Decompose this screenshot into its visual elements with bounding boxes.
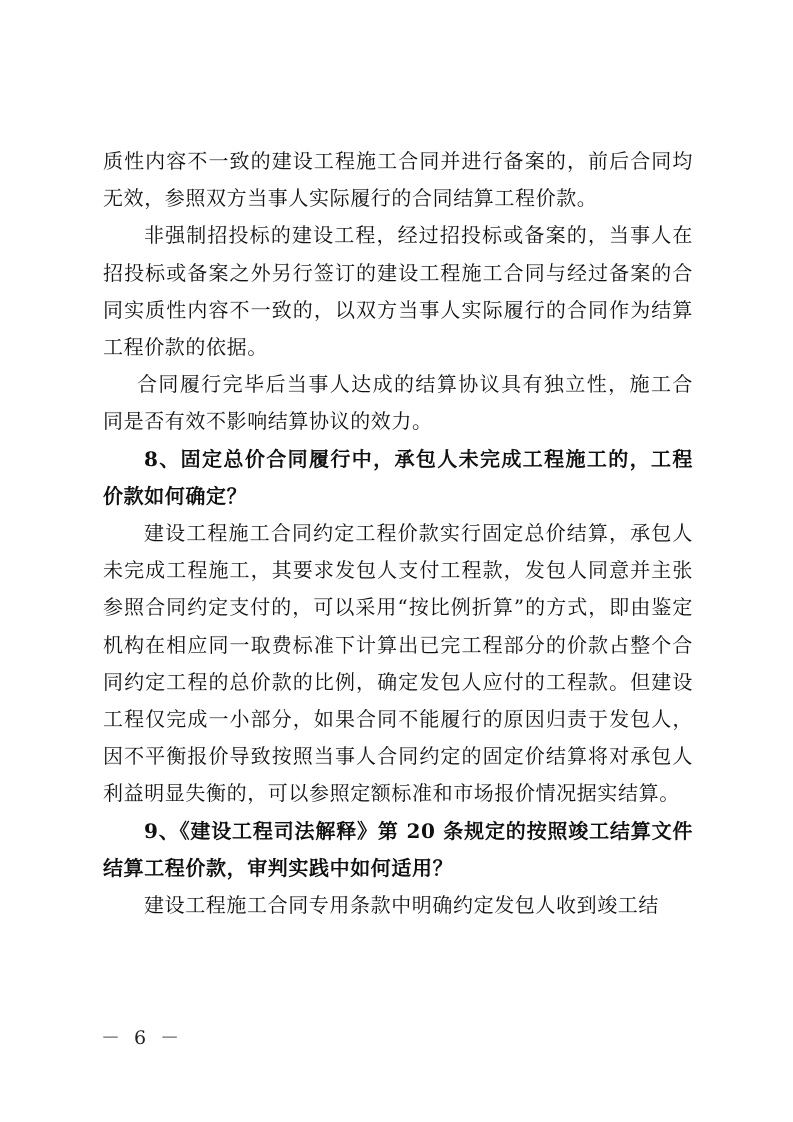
paragraph-completion-settlement: 建设工程施工合同专用条款中明确约定发包人收到竣工结 bbox=[144, 893, 659, 918]
page-number: － 6 － bbox=[101, 1027, 184, 1049]
paragraph-non-mandatory-bidding: 非强制招投标的建设工程，经过招投标或备案的，当事人在招投标或备案之外另行签订的建设工程施工合同与经过备案的合同实质性内容不一致的，以双方当事人实际履行的合同作为结算工程价款的依据。 bbox=[103, 223, 693, 360]
document-body bbox=[103, 143, 693, 924]
paragraph-contract-invalid: 质性内容不一致的建设工程施工合同并进行备案的，前后合同均无效，参照双方当事人实际履行的合同结算工程价款。 bbox=[103, 149, 693, 211]
paragraph-fixed-price-settlement: 建设工程施工合同约定工程价款实行固定总价结算，承包人未完成工程施工，其要求发包人支付工程款，发包人同意并主张参照合同约定支付的，可以采用“按比例折算”的方式，即由鉴定机构在相应同一取费标准下计算出已完工程部分的价款占整个合同约定工程的总价款的比例，确定发包人应付的工程款。但建设工程仅完成一小部分，如果合同不能履行的原因归责于发包人，因不平衡报价导致按照当事人合同约定的固定价结算将对承包人利益明显失衡的，可以参照定额标准和市场报价情况据实结算。 bbox=[103, 521, 693, 806]
section-heading-9: 9、《建设工程司法解释》第 20 条规定的按照竣工结算文件结算工程价款，审判实践中如何适用？ bbox=[103, 818, 693, 880]
section-heading-8: 8、固定总价合同履行中，承包人未完成工程施工的，工程价款如何确定？ bbox=[103, 446, 693, 508]
paragraph-settlement-agreement: 合同履行完毕后当事人达成的结算协议具有独立性，施工合同是否有效不影响结算协议的效力。 bbox=[103, 372, 693, 434]
